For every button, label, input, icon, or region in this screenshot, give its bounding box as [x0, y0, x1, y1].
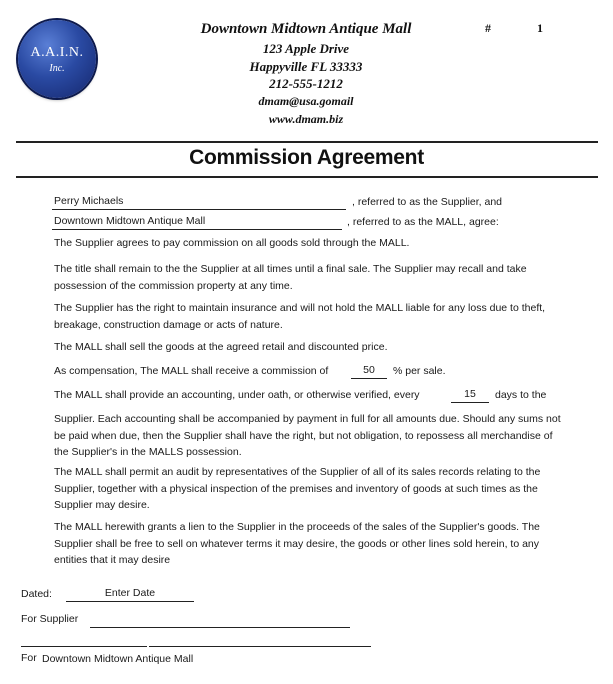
mall-suffix: , referred to as the MALL, agree: [347, 216, 499, 228]
email-address: dmam@usa.gomail [258, 94, 354, 108]
for-mall-name: Downtown Midtown Antique Mall [42, 653, 194, 665]
city-line: Happyville FL 33333 [249, 59, 363, 74]
business-name: Downtown Midtown Antique Mall [200, 21, 412, 37]
clause-insurance: The Supplier has the right to maintain insurance and will not hold the MALL liable for any loss due to theft, breakage, construction damage or acts of nature. [54, 302, 546, 331]
logo-subtext: Inc. [49, 63, 65, 74]
supplier-name-field[interactable]: Perry Michaels [52, 194, 346, 210]
company-logo [18, 20, 96, 98]
signature-line-left[interactable] [21, 646, 147, 647]
accounting-suffix: days to the [495, 389, 547, 401]
agreement-number-label: # [485, 21, 491, 35]
commission-prefix: As compensation, The MALL shall receive a commission of [54, 365, 329, 377]
clause-accounting-payment: Supplier. Each accounting shall be accompanied by payment in full for all amounts due. Should any sums not be paid when due, then the Supplier shall have the right, but not obligation, to repossess all merchandise of the Supplier's in the MALLS possession. [54, 413, 561, 458]
phone-number: 212-555-1212 [269, 76, 343, 91]
clause-title-retention: The title shall remain to the the Supplier at all times until a final sale. The Supplier may recall and take possession of the commission property at any time. [54, 263, 527, 292]
clause-pricing: The MALL shall sell the goods at the agreed retail and discounted price. [54, 341, 388, 353]
accounting-prefix: The MALL shall provide an accounting, under oath, or otherwise verified, every [54, 389, 420, 401]
clause-audit: The MALL shall permit an audit by representatives of the Supplier of all of its sales records relating to the Supplier, together with a physical inspection of the premises and inventory of goods at such times as the Supplier may desire. [54, 466, 541, 511]
accounting-days-field[interactable]: 15 [451, 387, 489, 403]
for-mall-label: For [21, 652, 37, 664]
website: www.dmam.biz [268, 112, 344, 126]
signature-line-right[interactable] [149, 646, 371, 647]
clause-commission-goods: The Supplier agrees to pay commission on all goods sold through the MALL. [54, 237, 410, 249]
supplier-signature-line[interactable] [90, 627, 350, 628]
commission-suffix: % per sale. [393, 365, 446, 377]
title-divider [16, 176, 598, 178]
dated-label: Dated: [21, 588, 52, 600]
clause-lien: The MALL herewith grants a lien to the Supplier in the proceeds of the sales of the Supplier's goods. The Supplier shall be free to sell on whatever terms it may desire, the goods or other lines sold herein, to any entities that it may desire [54, 521, 540, 566]
page-title: Commission Agreement [189, 146, 424, 169]
mall-name-field[interactable]: Downtown Midtown Antique Mall [52, 214, 342, 230]
date-field[interactable]: Enter Date [66, 586, 194, 602]
header-divider [16, 141, 598, 143]
agreement-number-field[interactable]: 1 [537, 21, 543, 35]
commission-rate-field[interactable]: 50 [351, 363, 387, 379]
address-line: 123 Apple Drive [262, 41, 350, 56]
supplier-suffix: , referred to as the Supplier, and [352, 196, 503, 208]
for-supplier-label: For Supplier [21, 613, 79, 625]
logo-text: A.A.I.N. [30, 45, 84, 60]
